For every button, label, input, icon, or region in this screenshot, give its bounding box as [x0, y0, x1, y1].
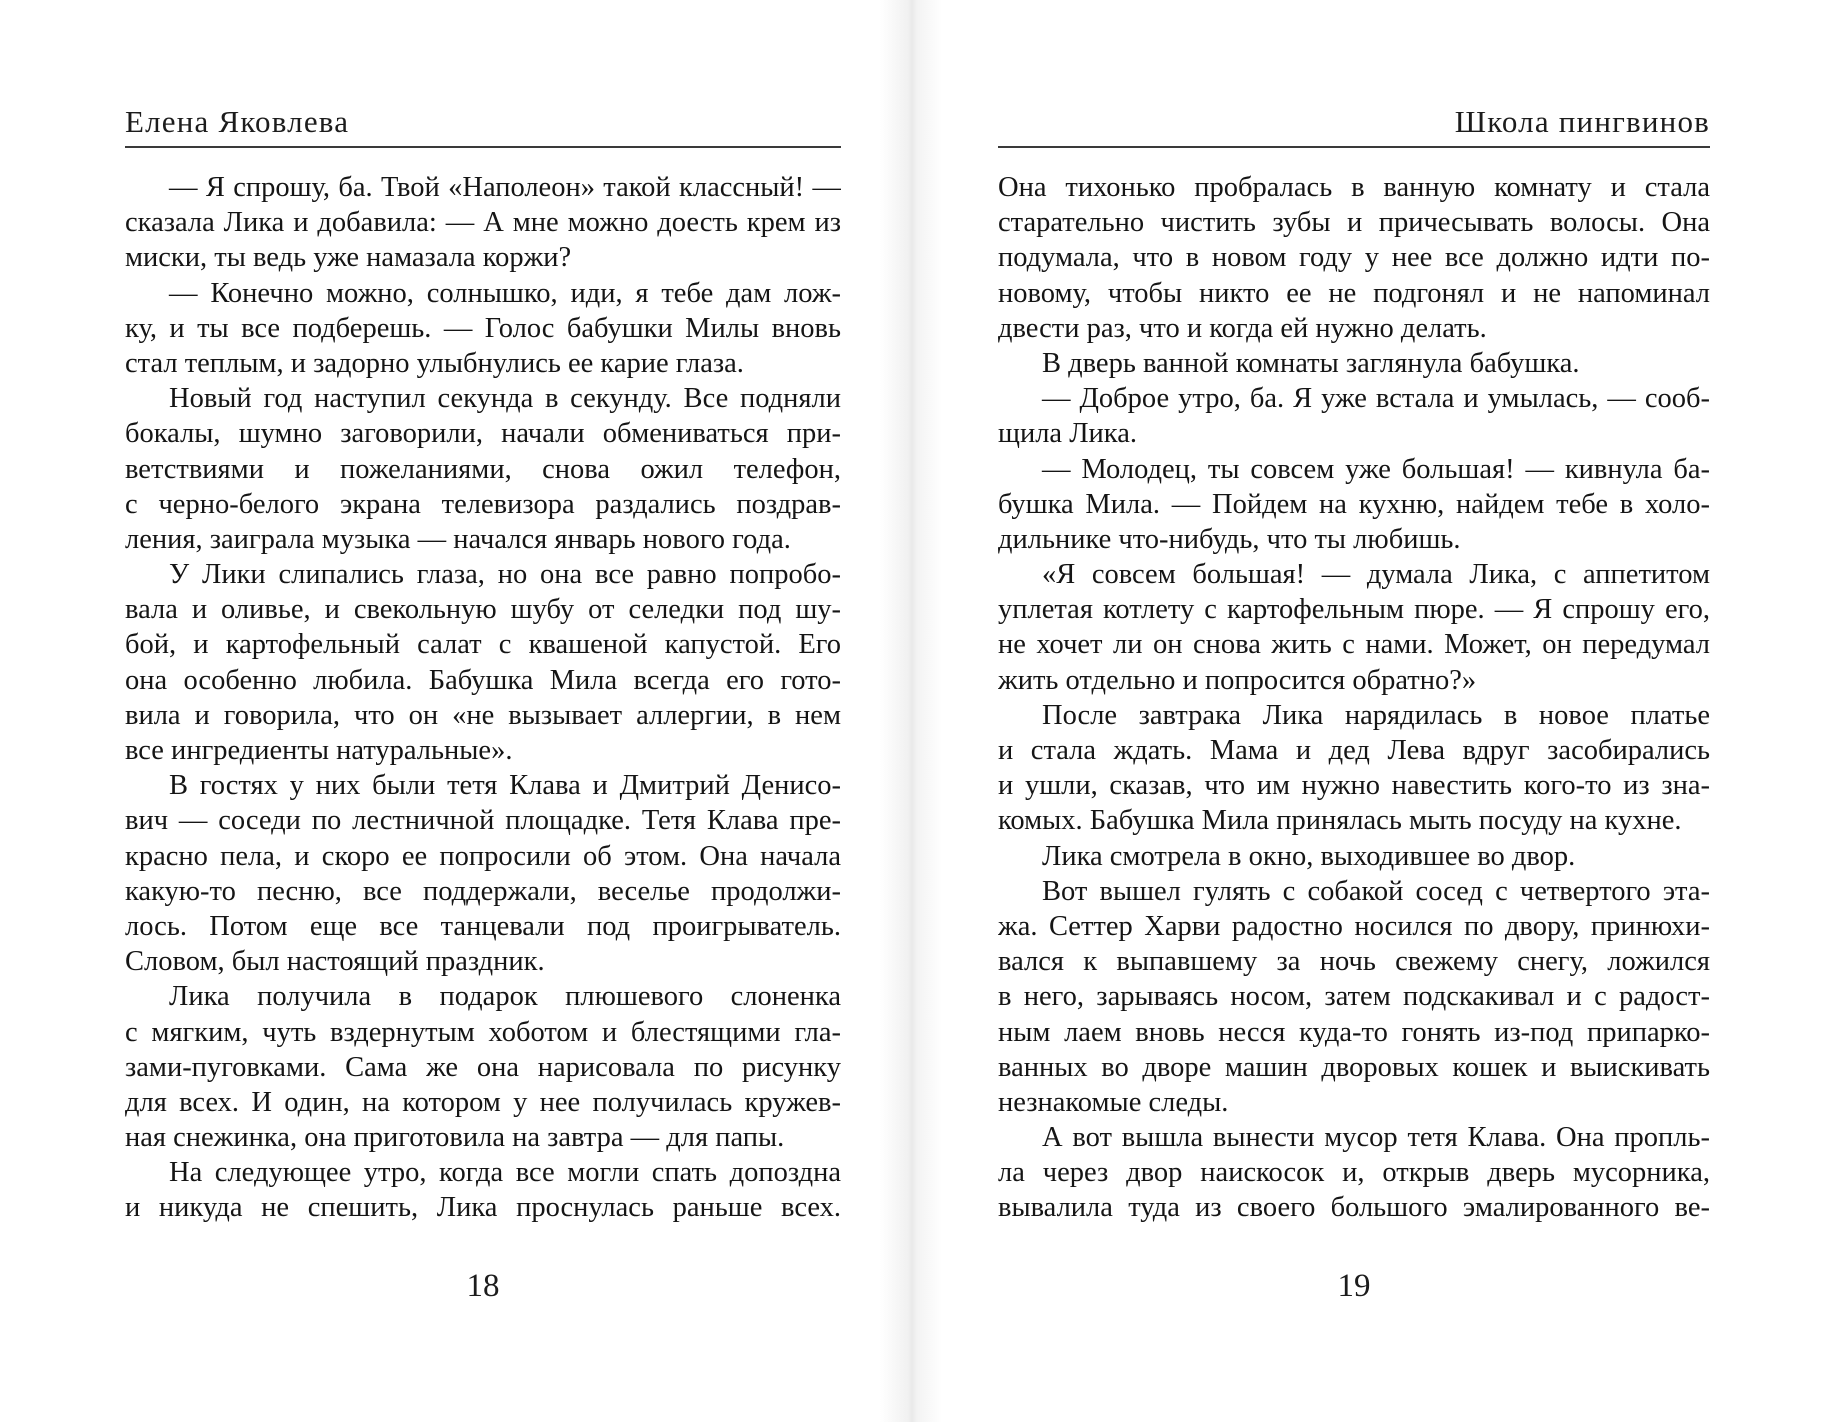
text-line: двести раз, что и когда ей нужно делать. [998, 312, 1487, 344]
text-line: комых. Бабушка Мила принялась мыть посуду на кухне. [998, 805, 1682, 837]
right-head-rule [998, 146, 1710, 148]
text-line: На следующее утро, когда все могли спать допоздна [169, 1157, 841, 1189]
text-line: ла через двор наискосок и, открыв дверь мусорника, [998, 1157, 1710, 1189]
text-line: все ингредиенты натуральные». [125, 735, 513, 766]
text-line: ления, заиграла музыка — начался январь нового года. [125, 523, 791, 555]
left-head-rule [125, 146, 841, 148]
right-body-text [998, 170, 1710, 1226]
text-line: бой, и картофельный салат с квашеной капустой. Его [125, 629, 841, 661]
text-line: новому, чтобы никто ее не подгонял и не напоминал [998, 277, 1710, 309]
text-line: сказала Лика и добавила: — А мне можно доесть крем из [125, 207, 841, 239]
text-line: Вот вышел гулять с собакой сосед с четвертого эта- [1042, 875, 1710, 907]
text-line: вала и оливье, и свекольную шубу от селедки под шу- [125, 594, 841, 626]
text-line: жа. Сеттер Харви радостно носился по двору, принюхи- [998, 910, 1710, 942]
text-line: с черно-белого экрана телевизора раздались поздрав- [125, 488, 841, 520]
text-line: Лика смотрела в окно, выходившее во двор. [1042, 840, 1576, 872]
text-line: ным лаем вновь несся куда-то гонять из-под припарко- [998, 1016, 1710, 1048]
text-line: красно пела, и скоро ее попросили об этом. Она начала [125, 840, 841, 872]
text-line: щила Лика. [998, 418, 1137, 450]
right-page [998, 0, 1710, 1422]
text-line: У Лики слипались глаза, но она все равно попробо- [169, 559, 841, 591]
text-line: вался к выпавшему за ночь свежему снегу, ложился [998, 946, 1710, 978]
text-line: незнакомые следы. [998, 1086, 1229, 1118]
left-running-head: Елена Яковлева [125, 104, 350, 139]
text-line: вич — соседи по лестничной площадке. Тетя Клава пре- [125, 805, 841, 837]
text-line: Она тихонько пробралась в ванную комнату и стала [998, 172, 1710, 203]
right-running-head: Школа пингвинов [1454, 104, 1710, 139]
book-gutter [880, 0, 942, 1422]
text-line: После завтрака Лика нарядилась в новое платье [1042, 699, 1710, 731]
text-line: Лика получила в подарок плюшевого слоненка [169, 981, 841, 1013]
text-line: стал теплым, и задорно улыбнулись ее карие глаза. [125, 347, 744, 379]
text-line: — Конечно можно, солнышко, иди, я тебе дам лож- [169, 277, 841, 309]
text-line: — Я спрошу, ба. Твой «Наполеон» такой классный! — [169, 172, 841, 203]
left-page-number: 18 [466, 1268, 500, 1304]
text-line: и никуда не спешить, Лика проснулась раньше всех. [125, 1192, 841, 1224]
left-body-text [125, 170, 841, 1226]
text-line: ванных во дворе машин дворовых кошек и выискивать [998, 1051, 1710, 1083]
text-line: она особенно любила. Бабушка Мила всегда его гото- [125, 664, 841, 696]
text-line: ная снежинка, она приготовила на завтра — для папы. [125, 1122, 785, 1154]
text-line: уплетая котлету с картофельным пюре. — Я спрошу его, [998, 594, 1710, 626]
text-line: «Я совсем большая! — думала Лика, с аппетитом [1042, 559, 1710, 591]
text-line: в него, зарываясь носом, затем подскакивал и с радост- [998, 981, 1710, 1013]
text-line: вила и говорила, что он «не вызывает аллергии, в нем [125, 699, 841, 731]
text-line: — Доброе утро, ба. Я уже встала и умылась, — сооб- [1042, 383, 1710, 415]
text-line: В дверь ванной комнаты заглянула бабушка. [1042, 347, 1580, 379]
text-line: и стала ждать. Мама и дед Лева вдруг засобирались [998, 735, 1710, 766]
right-page-number: 19 [1337, 1268, 1371, 1304]
text-line: для всех. И один, на котором у нее получилась кружев- [125, 1086, 841, 1118]
text-line: А вот вышла вынести мусор тетя Клава. Она пропль- [1042, 1122, 1710, 1154]
text-line: Новый год наступил секунда в секунду. Все подняли [169, 383, 841, 415]
text-line: какую-то песню, все поддержали, веселье продолжи- [125, 875, 841, 907]
text-line: старательно чистить зубы и причесывать волосы. Она [998, 207, 1710, 239]
text-line: лось. Потом еще все танцевали под проигрыватель. [125, 910, 841, 942]
text-line: миски, ты ведь уже намазала коржи? [125, 242, 572, 274]
text-line: В гостях у них были тетя Клава и Дмитрий Денисо- [169, 770, 841, 802]
text-line: и ушли, сказав, что им нужно навестить кого-то из зна- [998, 770, 1710, 802]
text-line: Словом, был настоящий праздник. [125, 946, 545, 978]
text-line: ветствиями и пожеланиями, снова ожил телефон, [125, 453, 841, 485]
text-line: с мягким, чуть вздернутым хоботом и блестящими гла- [125, 1016, 841, 1048]
text-line: дильнике что-нибудь, что ты любишь. [998, 523, 1461, 555]
text-line: бокалы, шумно заговорили, начали обмениваться при- [125, 418, 841, 450]
text-line: бушка Мила. — Пойдем на кухню, найдем тебе в холо- [998, 488, 1710, 520]
text-line: не хочет ли он снова жить с нами. Может, он передумал [998, 629, 1710, 661]
text-line: жить отдельно и попросится обратно?» [998, 664, 1477, 696]
text-line: вывалила туда из своего большого эмалированного ве- [998, 1192, 1710, 1224]
text-line: ку, и ты все подберешь. — Голос бабушки Милы вновь [125, 312, 841, 344]
text-line: зами-пуговками. Сама же она нарисовала по рисунку [125, 1051, 841, 1083]
left-page [125, 0, 841, 1422]
text-line: подумала, что в новом году у нее все должно идти по- [998, 242, 1710, 274]
text-line: — Молодец, ты совсем уже большая! — кивнула ба- [1042, 453, 1710, 485]
